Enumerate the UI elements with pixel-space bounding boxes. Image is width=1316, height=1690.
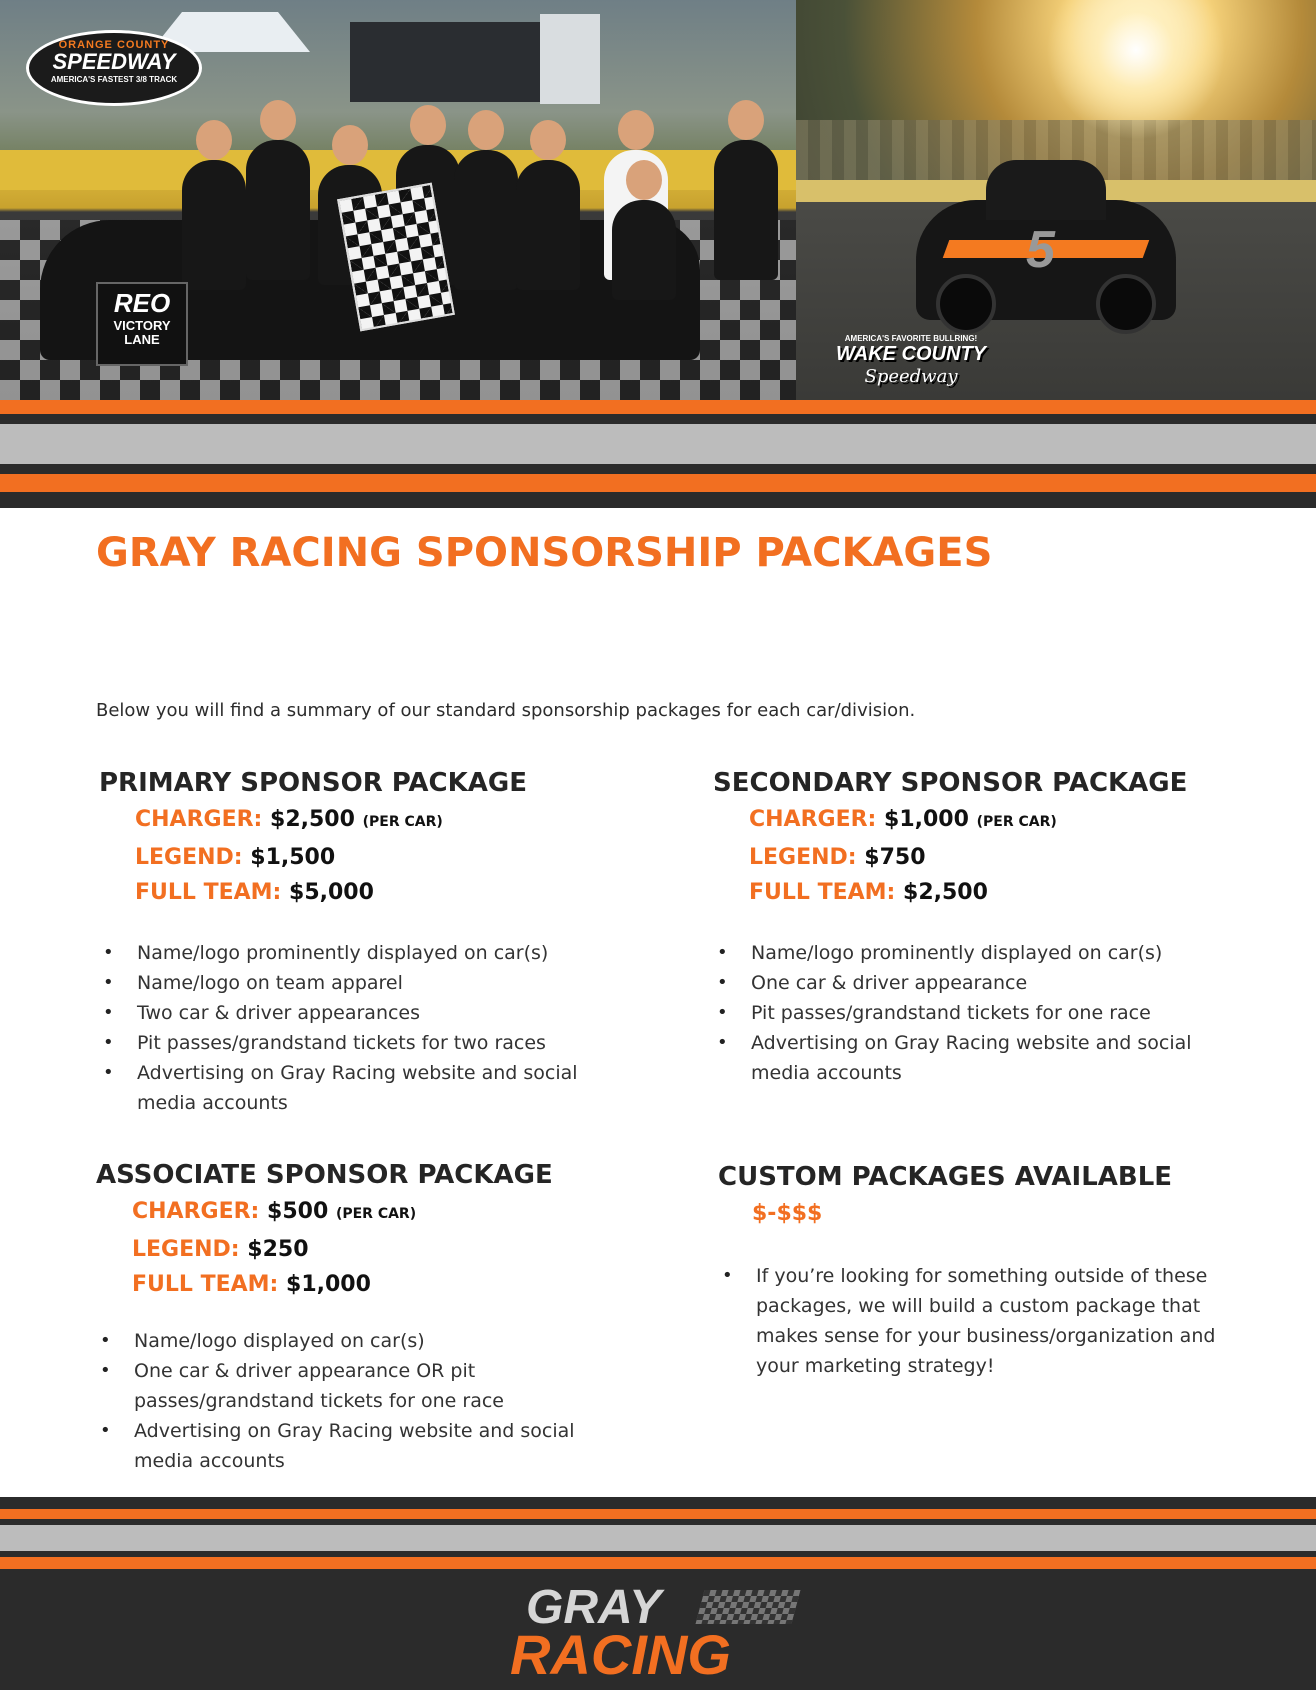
price-full-team: [713, 875, 1273, 910]
bottom-stripe-orange-2: [0, 1557, 1316, 1569]
price-legend: [96, 1232, 656, 1267]
price-value: $2,500: [270, 807, 355, 832]
price-charger: [96, 1194, 656, 1232]
benefit-item: • Pit passes/grandstand tickets for two races: [99, 1028, 619, 1058]
price-value: $250: [247, 1237, 309, 1262]
sun-glare: [1046, 0, 1226, 140]
team-member-head: [626, 160, 662, 200]
secondary-sponsor-package: [713, 768, 1273, 1088]
package-title: SECONDARY SPONSOR PACKAGE: [713, 768, 1188, 798]
wake-logo-name: WAKE COUNTY: [836, 343, 986, 365]
price-label: LEGEND:: [135, 845, 243, 870]
bottom-stripe-dark: [0, 1497, 1316, 1509]
price-label: FULL TEAM:: [135, 880, 282, 905]
trailer-white: [540, 14, 600, 104]
track-logo-line1: ORANGE COUNTY: [58, 39, 170, 51]
price-charger: [713, 802, 1273, 840]
victory-lane-photo: [0, 0, 796, 400]
price-label: CHARGER:: [132, 1199, 260, 1224]
price-note: (PER CAR): [362, 814, 443, 830]
price-full-team: [96, 1267, 656, 1302]
price-legend: [99, 840, 659, 875]
team-member: [246, 140, 310, 280]
orange-county-speedway-logo: [26, 30, 202, 106]
gray-racing-logo-gray: GRAY: [526, 1581, 662, 1634]
price-label: LEGEND:: [749, 845, 857, 870]
bottom-stripe-gray: [0, 1525, 1316, 1551]
top-stripe-orange-2: [0, 474, 1316, 492]
benefit-item: • Two car & driver appearances: [99, 998, 619, 1028]
price-value: $2,500: [903, 880, 988, 905]
price-value: $750: [864, 845, 926, 870]
associate-sponsor-package: [96, 1160, 656, 1476]
team-member: [714, 140, 778, 280]
price-label: CHARGER:: [749, 807, 877, 832]
team-member-head: [728, 100, 764, 140]
car-wheel: [1096, 274, 1156, 334]
team-member-head: [618, 110, 654, 150]
benefit-list: [96, 1326, 616, 1476]
package-title: ASSOCIATE SPONSOR PACKAGE: [96, 1160, 553, 1190]
team-member-head: [332, 125, 368, 165]
team-member: [516, 160, 580, 290]
benefit-list: [718, 1261, 1238, 1381]
wake-logo-script: Speedway: [864, 366, 958, 387]
trailer: [350, 22, 540, 102]
price-label: FULL TEAM:: [749, 880, 896, 905]
top-stripe-orange: [0, 400, 1316, 414]
price-value: $5,000: [289, 880, 374, 905]
wake-county-speedway-logo: [816, 334, 1006, 388]
price-note: (PER CAR): [976, 814, 1057, 830]
team-member-head: [468, 110, 504, 150]
victory-sign-label: VICTORY LANE: [113, 318, 171, 347]
top-stripe-dark-2: [0, 464, 1316, 474]
legend-race-car: [916, 200, 1176, 320]
package-title: CUSTOM PACKAGES AVAILABLE: [718, 1162, 1173, 1192]
benefit-item: • Advertising on Gray Racing website and social media accounts: [96, 1416, 616, 1476]
price-label: LEGEND:: [132, 1237, 240, 1262]
price-note: (PER CAR): [335, 1206, 417, 1222]
wake-logo-tagline: AMERICA'S FAVORITE BULLRING!: [844, 334, 978, 343]
price-legend: [713, 840, 1273, 875]
benefit-item: • Pit passes/grandstand tickets for one race: [713, 998, 1233, 1028]
benefit-item: • Advertising on Gray Racing website and social media accounts: [713, 1028, 1233, 1088]
team-member: [612, 200, 676, 300]
car-wheel: [936, 274, 996, 334]
custom-packages: [718, 1162, 1278, 1381]
custom-price: $-$$$: [752, 1201, 823, 1226]
benefit-list: [713, 938, 1233, 1088]
price-full-team: [99, 875, 659, 910]
team-member-head: [260, 100, 296, 140]
hero-photos: [0, 0, 1316, 400]
price-value: $500: [267, 1199, 329, 1224]
price-value: $1,000: [884, 807, 969, 832]
team-member-head: [196, 120, 232, 160]
benefit-item: • One car & driver appearance: [713, 968, 1233, 998]
top-stripe-dark-3: [0, 492, 1316, 508]
benefit-list: [99, 938, 619, 1118]
price-label: FULL TEAM:: [132, 1272, 279, 1297]
top-stripe-dark: [0, 414, 1316, 424]
price-charger: [99, 802, 659, 840]
intro-text: Below you will find a summary of our standard sponsorship packages for each car/division.: [96, 700, 916, 721]
benefit-item: • Advertising on Gray Racing website and social media accounts: [99, 1058, 619, 1118]
checkered-flag-icon: [695, 1590, 800, 1624]
price-value: $1,500: [250, 845, 336, 870]
price-value: $1,000: [286, 1272, 371, 1297]
legend-car-photo: [796, 0, 1316, 400]
top-stripe-gray: [0, 424, 1316, 464]
page-title: GRAY RACING SPONSORSHIP PACKAGES: [96, 530, 993, 576]
benefit-item: • One car & driver appearance OR pit passes/grandstand tickets for one race: [96, 1356, 616, 1416]
track-logo-line3: AMERICA'S FASTEST 3/8 TRACK: [50, 75, 178, 84]
team-member: [454, 150, 518, 290]
car-roof: [986, 160, 1106, 220]
victory-sign-brand: REO: [113, 288, 171, 318]
car-number: 5: [1026, 221, 1055, 279]
bottom-stripe-orange: [0, 1509, 1316, 1519]
benefit-item: • Name/logo displayed on car(s): [96, 1326, 616, 1356]
benefit-item: • Name/logo prominently displayed on car(s): [99, 938, 619, 968]
track-logo-line2: SPEEDWAY: [52, 49, 176, 74]
benefit-item: • Name/logo on team apparel: [99, 968, 619, 998]
gray-racing-logo-racing: RACING: [510, 1623, 731, 1686]
team-member-head: [530, 120, 566, 160]
team-member: [182, 160, 246, 290]
team-member-head: [410, 105, 446, 145]
victory-lane-sign: [96, 282, 188, 366]
benefit-item: • If you’re looking for something outside of these packages, we will build a custom package that makes sense for your business/organization and your marketing strategy!: [718, 1261, 1238, 1381]
package-title: PRIMARY SPONSOR PACKAGE: [99, 768, 528, 798]
price-label: CHARGER:: [135, 807, 263, 832]
benefit-item: • Name/logo prominently displayed on car(s): [713, 938, 1233, 968]
primary-sponsor-package: [99, 768, 659, 1118]
